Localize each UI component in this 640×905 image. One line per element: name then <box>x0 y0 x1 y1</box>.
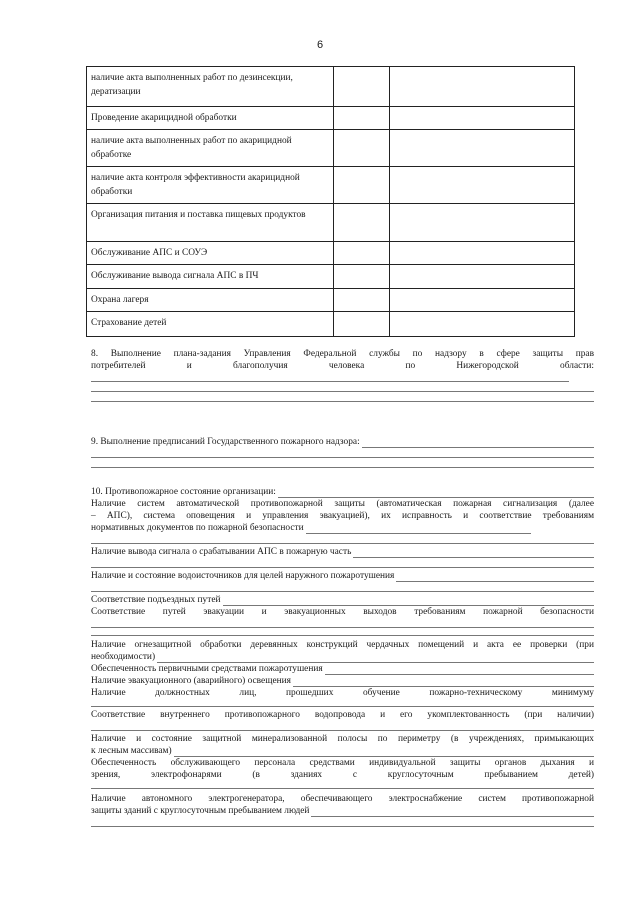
blank-line[interactable] <box>91 567 594 568</box>
table-cell-item: Охрана лагеря <box>87 289 334 312</box>
ppe-line-1: Обеспеченность обслуживающего персонала средствами индивидуальной защиты органов дыхания и <box>91 758 594 768</box>
answer-line[interactable] <box>396 572 594 582</box>
blank-line[interactable] <box>91 706 594 707</box>
blank-line[interactable] <box>91 457 594 458</box>
section-10-title: 10. Противопожарное состояние организации: <box>91 487 276 497</box>
answer-line[interactable] <box>174 747 594 757</box>
table-row <box>87 130 575 167</box>
strip-line-2: к лесным массивам) <box>91 746 172 756</box>
table-cell-item: Страхование детей <box>87 312 334 337</box>
answer-line[interactable] <box>353 548 594 558</box>
table-row <box>87 242 575 265</box>
page-number: 6 <box>316 39 324 51</box>
aps-line-2: – АПС), система оповещения и управления эвакуацией), их исправность и соответствие требованиям <box>91 511 594 521</box>
table-cell-value[interactable] <box>390 289 575 312</box>
access-label: Соответствие подъездных путей <box>91 595 221 605</box>
table-cell-value[interactable] <box>390 107 575 130</box>
aps-line-3: нормативных документов по пожарной безопасности <box>91 523 304 533</box>
answer-line[interactable] <box>362 438 594 448</box>
table-cell-item: Проведение акарицидной обработки <box>87 107 334 130</box>
blank-line[interactable] <box>91 826 594 827</box>
section-8-line-1: 8. Выполнение плана-задания Управления Федеральной службы по надзору в сфере защиты прав <box>91 349 594 359</box>
officials-label: Наличие должностных лиц, прошедших обучение пожарно-техническому минимуму <box>91 688 594 698</box>
table-cell-value[interactable] <box>390 130 575 167</box>
blank-line[interactable] <box>91 627 594 628</box>
answer-line[interactable] <box>311 807 594 817</box>
signal-label: Наличие вывода сигнала о срабатывании АПС в пожарную часть <box>91 547 352 557</box>
answer-line[interactable] <box>293 677 594 687</box>
table-cell-value[interactable] <box>390 242 575 265</box>
water-label: Наличие и состояние водоисточников для целей наружного пожаротушения <box>91 571 395 581</box>
table-cell-value[interactable] <box>334 312 390 337</box>
table-cell-item: Обслуживание АПС и СОУЭ <box>87 242 334 265</box>
fireproof-line-1: Наличие огнезащитной обработки деревянных конструкций чердачных помещений и акта ее проверки (при <box>91 640 594 650</box>
section-9-label: 9. Выполнение предписаний Государственного пожарного надзора: <box>91 437 360 447</box>
blank-line[interactable] <box>91 788 594 789</box>
blank-line[interactable] <box>91 401 594 402</box>
table-row <box>87 289 575 312</box>
table-cell-value[interactable] <box>334 242 390 265</box>
inspection-table <box>86 66 575 337</box>
section-9 <box>91 436 594 468</box>
answer-line[interactable] <box>223 596 594 606</box>
table-cell-item: наличие акта контроля эффективности акарицидной обработки <box>87 167 334 204</box>
table-cell-item: наличие акта выполненных работ по дезинсекции, дератизации <box>87 67 334 107</box>
table-row <box>87 67 575 107</box>
table-cell-value[interactable] <box>390 312 575 337</box>
lighting-label: Наличие эвакуационного (аварийного) освещения <box>91 676 291 686</box>
answer-line[interactable] <box>306 524 531 534</box>
evac-label: Соответствие путей эвакуации и эвакуационных выходов требованиям пожарной безопасности <box>91 607 594 617</box>
table-cell-value[interactable] <box>334 130 390 167</box>
answer-line[interactable] <box>325 665 594 675</box>
table-cell-value[interactable] <box>334 265 390 289</box>
fireproof-line-2: необходимости) <box>91 652 156 662</box>
aps-line-1: Наличие систем автоматической противопожарной защиты (автоматическая пожарная сигнализация (далее <box>91 499 594 509</box>
blank-line[interactable] <box>91 543 594 544</box>
table-row <box>87 265 575 289</box>
table-cell-value[interactable] <box>334 107 390 130</box>
table-row <box>87 204 575 242</box>
blank-line[interactable] <box>91 381 569 382</box>
table-cell-value[interactable] <box>334 67 390 107</box>
primary-label: Обеспеченность первичными средствами пожаротушения <box>91 664 323 674</box>
table-cell-value[interactable] <box>390 167 575 204</box>
table-cell-value[interactable] <box>334 289 390 312</box>
table-cell-item: наличие акта выполненных работ по акарицидной обработке <box>87 130 334 167</box>
blank-line[interactable] <box>91 591 594 592</box>
table-cell-value[interactable] <box>390 67 575 107</box>
section-8 <box>91 348 594 402</box>
table-cell-item: Обслуживание вывода сигнала АПС в ПЧ <box>87 265 334 289</box>
table-cell-value[interactable] <box>390 265 575 289</box>
section-10 <box>91 486 594 827</box>
answer-line[interactable] <box>278 488 594 498</box>
table-cell-value[interactable] <box>334 167 390 204</box>
table-row <box>87 107 575 130</box>
ppe-line-2: зрения, электрофонарями (в зданиях с круглосуточным пребыванием детей) <box>91 770 594 780</box>
table-cell-value[interactable] <box>334 204 390 242</box>
table-cell-value[interactable] <box>390 204 575 242</box>
hydrant-label: Соответствие внутреннего противопожарного водопровода и его укомплектованность (при наличии) <box>91 710 594 720</box>
blank-line[interactable] <box>91 730 594 731</box>
table-row <box>87 312 575 337</box>
generator-line-1: Наличие автономного электрогенератора, обеспечивающего электроснабжение систем противопожарной <box>91 794 594 804</box>
table-cell-item: Организация питания и поставка пищевых продуктов <box>87 204 334 242</box>
strip-line-1: Наличие и состояние защитной минерализованной полосы по периметру (в учреждениях, примыкающих <box>91 734 594 744</box>
blank-line[interactable] <box>91 391 594 392</box>
blank-line[interactable] <box>91 467 594 468</box>
generator-line-2: защиты зданий с круглосуточным пребыванием людей <box>91 806 310 816</box>
section-8-line-2: потребителей и благополучия человека по Нижегородской области: <box>91 361 594 371</box>
answer-line[interactable] <box>157 653 594 663</box>
table-row <box>87 167 575 204</box>
